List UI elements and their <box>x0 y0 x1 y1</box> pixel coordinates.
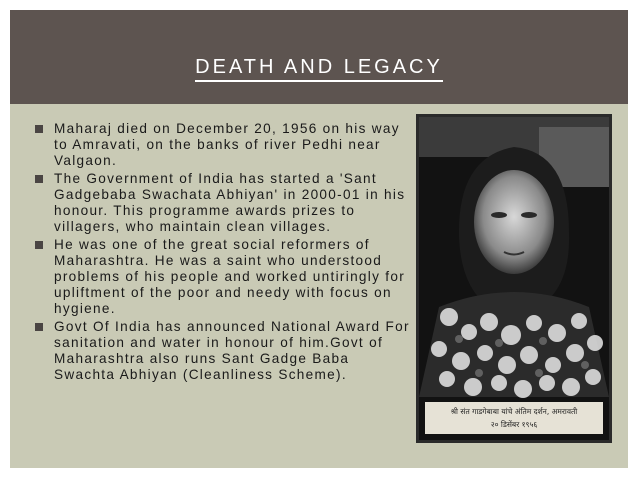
caption-line-2: २० डिसेंबर १९५६ <box>490 420 538 429</box>
slide-header <box>10 10 628 104</box>
bullet-item <box>34 319 412 383</box>
bullet-item <box>34 121 412 169</box>
bullet-list <box>34 121 412 385</box>
bullet-text: He was one of the great social reformers of Maharashtra. He was a saint who understood problems of his people and worked untiringly for upliftment of the poor and needy with focus on hygiene. <box>54 237 406 316</box>
bullet-item <box>34 237 412 317</box>
caption-line-1: श्री संत गाडगेबाबा यांचे अंतिम दर्शन, अमरावती <box>450 407 578 416</box>
slide <box>10 10 628 468</box>
bullet-text: Maharaj died on December 20, 1956 on his way to Amravati, on the banks of river Pedhi near Valgaon. <box>54 121 400 168</box>
bullet-square-icon <box>35 323 43 331</box>
bullet-square-icon <box>35 175 43 183</box>
bullet-text: Govt Of India has announced National Award For sanitation and water in honour of him.Govt of Maharashtra also runs Sant Gadge Baba Swachta Abhiyan (Cleanliness Scheme). <box>54 319 410 382</box>
photo-caption <box>425 402 603 434</box>
bullet-square-icon <box>35 125 43 133</box>
slide-title <box>10 56 628 79</box>
bullet-text: The Government of India has started a 'Sant Gadgebaba Swachata Abhiyan' in 2000-01 in his honour. This programme awards prizes to villagers, who maintain clean villages. <box>54 171 406 234</box>
bullet-item <box>34 171 412 235</box>
memorial-photo <box>419 117 609 440</box>
bullet-square-icon <box>35 241 43 249</box>
photo-illustration <box>419 117 609 440</box>
title-text: DEATH AND LEGACY <box>195 56 443 82</box>
